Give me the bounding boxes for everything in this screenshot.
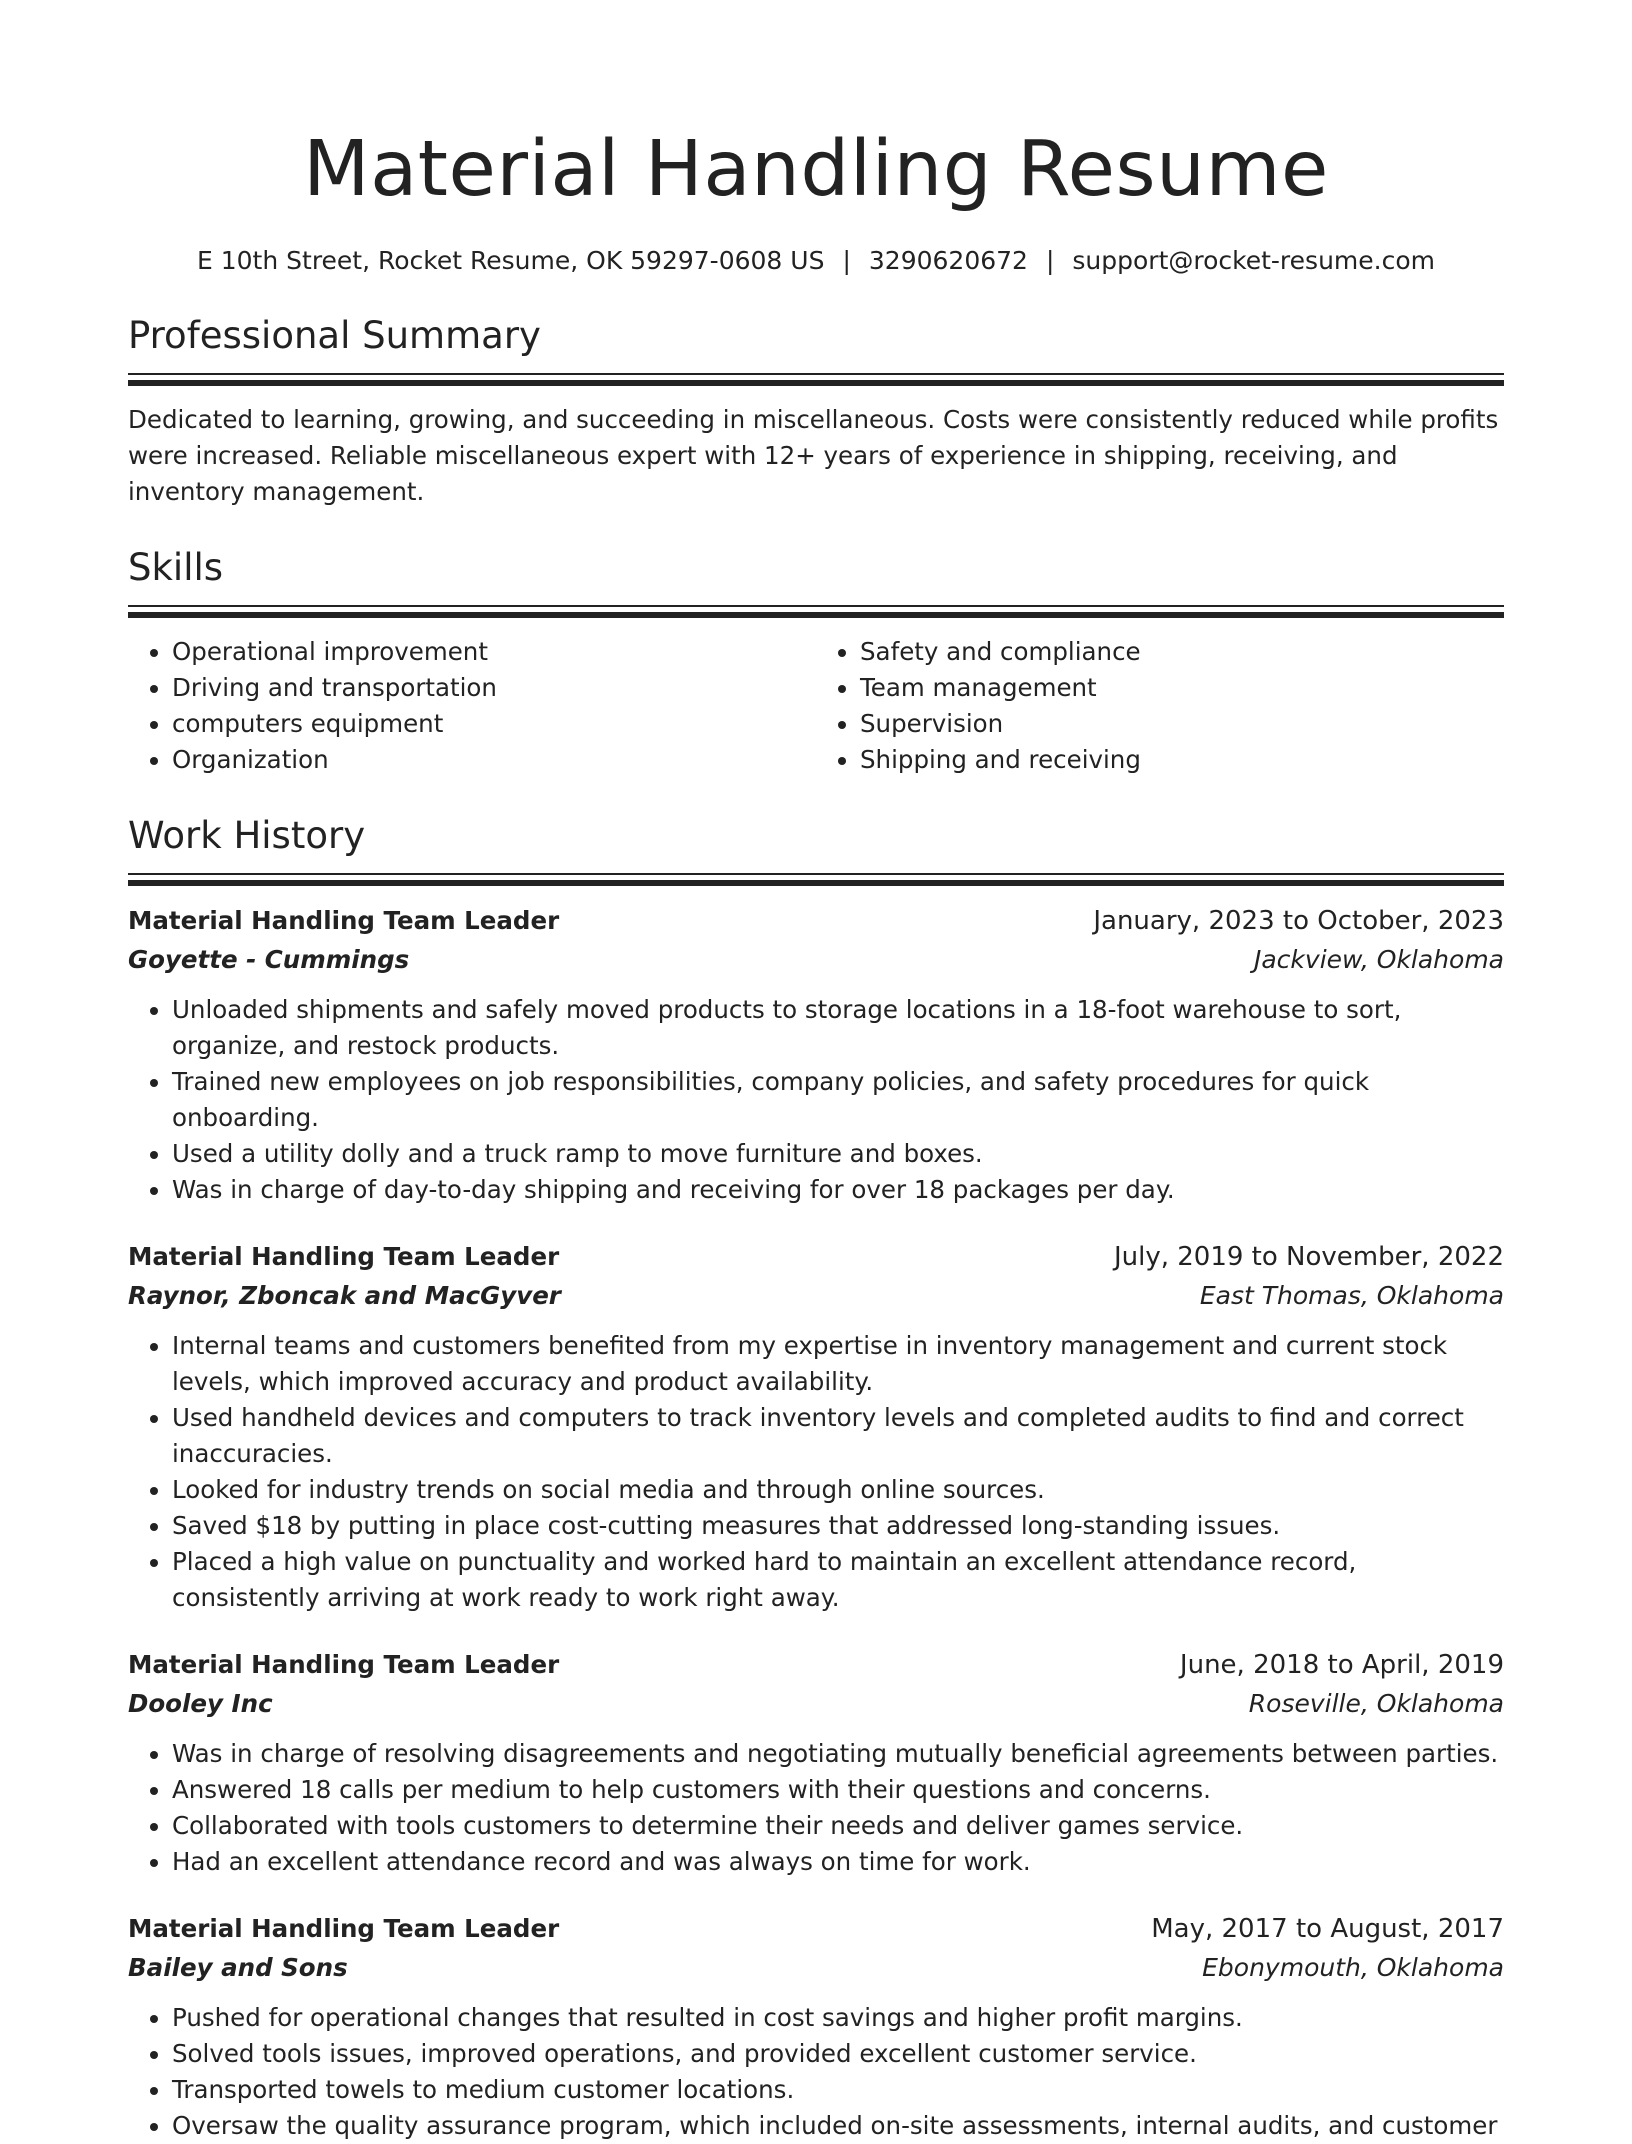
job-entry bbox=[128, 902, 1504, 1208]
contact-phone: 3290620672 bbox=[868, 246, 1028, 275]
job-location: East Thomas, Oklahoma bbox=[1199, 1281, 1504, 1310]
job-bullet: • Had an excellent attendance record and was always on time for work. bbox=[172, 1844, 1504, 1880]
skills-list-right bbox=[816, 634, 1504, 778]
job-header-row bbox=[128, 1238, 1504, 1276]
job-bullet: • Transported towels to medium customer locations. bbox=[172, 2072, 1504, 2108]
job-bullet: • Oversaw the quality assurance program, which included on-site assessments, internal audits, and customer bbox=[172, 2108, 1504, 2144]
skills-list-left bbox=[128, 634, 816, 778]
section-divider bbox=[128, 873, 1504, 886]
job-company: Goyette - Cummings bbox=[128, 945, 410, 974]
summary-text: Dedicated to learning, growing, and succeeding in miscellaneous. Costs were consistently reduced while profits were increased. Reliable miscellaneous expert with 12+ years of experience in shipping, receiving, and inventory management. bbox=[128, 405, 1499, 506]
skills-columns bbox=[128, 634, 1504, 778]
skill-item: • Operational improvement bbox=[172, 634, 816, 670]
skill-item: • Team management bbox=[860, 670, 1504, 706]
work-history-section bbox=[128, 812, 1504, 2144]
job-title: Material Handling Team Leader bbox=[128, 906, 560, 935]
job-subheader-row bbox=[128, 1684, 1504, 1724]
job-company: Bailey and Sons bbox=[128, 1953, 348, 1982]
job-subheader-row bbox=[128, 1948, 1504, 1988]
job-location: Roseville, Oklahoma bbox=[1248, 1689, 1504, 1718]
resume-title: Material Handling Resume bbox=[303, 125, 1329, 214]
contact-line bbox=[128, 244, 1504, 278]
job-title: Material Handling Team Leader bbox=[128, 1650, 560, 1679]
skill-item: • Organization bbox=[172, 742, 816, 778]
job-bullet: • Placed a high value on punctuality and worked hard to maintain an excellent attendance record, consistently arriving at work ready to work right away. bbox=[172, 1544, 1504, 1616]
resume-page bbox=[128, 0, 1504, 2144]
job-dates: May, 2017 to August, 2017 bbox=[1151, 1914, 1504, 1944]
job-bullet: • Pushed for operational changes that resulted in cost savings and higher profit margins. bbox=[172, 2000, 1504, 2036]
skills-heading: Skills bbox=[128, 546, 224, 589]
job-location: Jackview, Oklahoma bbox=[1253, 945, 1504, 974]
work-history-heading: Work History bbox=[128, 814, 366, 857]
job-location: Ebonymouth, Oklahoma bbox=[1202, 1953, 1504, 1982]
section-divider bbox=[128, 605, 1504, 618]
skill-item: • Driving and transportation bbox=[172, 670, 816, 706]
job-bullets bbox=[128, 992, 1504, 1208]
job-bullet: • Answered 18 calls per medium to help customers with their questions and concerns. bbox=[172, 1772, 1504, 1808]
job-bullet: • Looked for industry trends on social media and through online sources. bbox=[172, 1472, 1504, 1508]
job-subheader-row bbox=[128, 940, 1504, 980]
job-company: Dooley Inc bbox=[128, 1689, 273, 1718]
job-bullet: • Was in charge of day-to-day shipping and receiving for over 18 packages per day. bbox=[172, 1172, 1504, 1208]
job-dates: June, 2018 to April, 2019 bbox=[1179, 1650, 1504, 1680]
job-title: Material Handling Team Leader bbox=[128, 1242, 560, 1271]
job-entry bbox=[128, 1910, 1504, 2144]
skill-item: • Supervision bbox=[860, 706, 1504, 742]
skill-item: • Shipping and receiving bbox=[860, 742, 1504, 778]
job-subheader-row bbox=[128, 1276, 1504, 1316]
job-bullet: • Collaborated with tools customers to determine their needs and deliver games service. bbox=[172, 1808, 1504, 1844]
job-title: Material Handling Team Leader bbox=[128, 1914, 560, 1943]
skills-section bbox=[128, 544, 1504, 778]
skill-item: • Safety and compliance bbox=[860, 634, 1504, 670]
job-bullets bbox=[128, 1736, 1504, 1880]
job-header-row bbox=[128, 1646, 1504, 1684]
job-bullet: • Internal teams and customers benefited from my expertise in inventory management and current stock levels, which improved accuracy and product availability. bbox=[172, 1328, 1504, 1400]
contact-address: E 10th Street, Rocket Resume, OK 59297-0608 US bbox=[197, 246, 825, 275]
job-bullet: • Used a utility dolly and a truck ramp to move furniture and boxes. bbox=[172, 1136, 1504, 1172]
summary-section bbox=[128, 312, 1504, 510]
summary-heading: Professional Summary bbox=[128, 314, 541, 357]
job-dates: January, 2023 to October, 2023 bbox=[1093, 906, 1504, 936]
skill-item: • computers equipment bbox=[172, 706, 816, 742]
job-header-row bbox=[128, 1910, 1504, 1948]
job-bullet: • Unloaded shipments and safely moved products to storage locations in a 18-foot warehouse to sort, organize, and restock products. bbox=[172, 992, 1504, 1064]
job-bullet: • Trained new employees on job responsibilities, company policies, and safety procedures for quick onboarding. bbox=[172, 1064, 1504, 1136]
job-header-row bbox=[128, 902, 1504, 940]
job-dates: July, 2019 to November, 2022 bbox=[1113, 1242, 1504, 1272]
job-entry bbox=[128, 1646, 1504, 1880]
job-bullet: • Was in charge of resolving disagreements and negotiating mutually beneficial agreements between parties. bbox=[172, 1736, 1504, 1772]
contact-email: support@rocket-resume.com bbox=[1072, 246, 1435, 275]
job-bullet: • Saved $18 by putting in place cost-cutting measures that addressed long-standing issues. bbox=[172, 1508, 1504, 1544]
job-bullet: • Used handheld devices and computers to track inventory levels and completed audits to find and correct inaccuracies. bbox=[172, 1400, 1504, 1472]
job-bullets bbox=[128, 2000, 1504, 2144]
job-company: Raynor, Zboncak and MacGyver bbox=[128, 1281, 561, 1310]
contact-separator: | bbox=[1045, 246, 1055, 275]
job-entry bbox=[128, 1238, 1504, 1616]
contact-separator: | bbox=[842, 246, 851, 275]
job-bullet: • Solved tools issues, improved operations, and provided excellent customer service. bbox=[172, 2036, 1504, 2072]
section-divider bbox=[128, 373, 1504, 386]
job-bullets bbox=[128, 1328, 1504, 1616]
